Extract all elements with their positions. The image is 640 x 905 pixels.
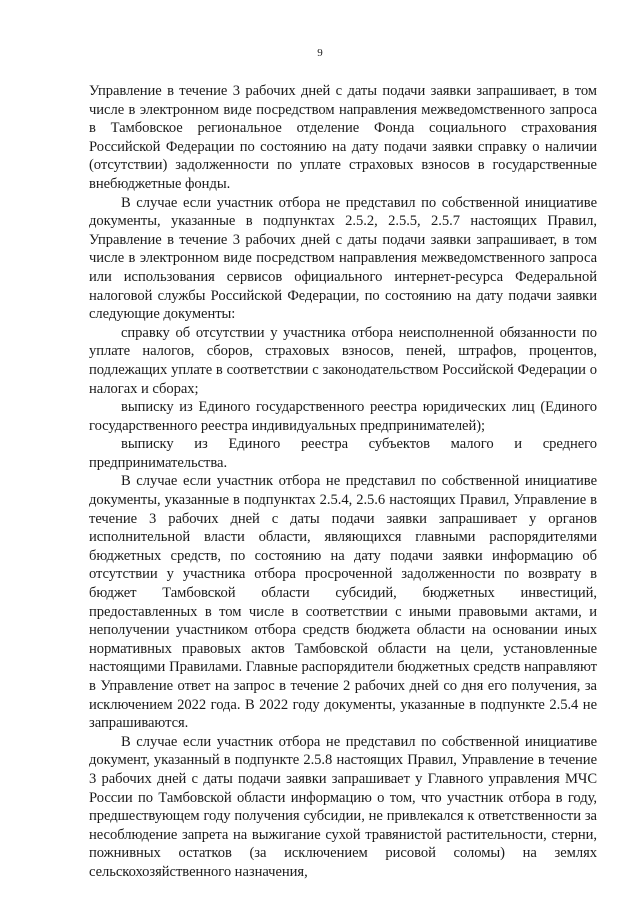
paragraph-4: В случае если участник отбора не представил по собственной инициативе документ, указанный в подпункте 2.5.8 настоящих Правил, Управление в течение 3 рабочих дней с даты подачи заявки запрашивает у Главного управления МЧС России по Тамбовской области информацию о том, что участник отбора в году, предшествующем году получения субсидии, не привлекался к ответственности за несоблюдение запрета на выжигание сухой травянистой растительности, стерни, пожнивных остатков (за исключением рисовой соломы) на землях сельскохозяйственного назначения, <box>89 733 597 880</box>
list-item-sme-registry-extract: выписку из Единого реестра субъектов малого и среднего предпринимательства. <box>89 436 597 471</box>
paragraph-2: В случае если участник отбора не представил по собственной инициативе документы, указанные в подпунктах 2.5.2, 2.5.5, 2.5.7 настоящих Правил, Управление в течение 3 рабочих дней с даты подачи заявки запрашивает, в том числе в электронном виде посредством направления межведомственного запроса или использования сервисов официального интернет-ресурса Федеральной налоговой службы Российской Федерации, по состоянию на дату подачи заявки следующие документы: <box>89 194 597 323</box>
list-item-legal-entities-extract: выписку из Единого государственного реестра юридических лиц (Единого государственного реестра индивидуальных предпринимателей); <box>89 399 597 434</box>
list-item-tax-certificate: справку об отсутствии у участника отбора неисполненной обязанности по уплате налогов, сборов, страховых взносов, пеней, штрафов, процентов, подлежащих уплате в соответствии с законодательством Российской Федерации о налогах и сборах; <box>89 324 597 397</box>
paragraph-3: В случае если участник отбора не представил по собственной инициативе документы, указанные в подпунктах 2.5.4, 2.5.6 настоящих Правил, Управление в течение 3 рабочих дней с даты подачи заявки запрашивает у органов исполнительной власти области, являющихся главными распорядителями бюджетных средств, по состоянию на дату подачи заявки информацию об отсутствии у участника отбора просроченной задолженности по возврату в бюджет Тамбовской области субсидий, бюджетных инвестиций, предоставленных в том числе в соответствии с иными правовыми актами, и неполучении участником отбора средств бюджета области на основании иных нормативных правовых актов Тамбовской области на цели, установленные настоящими Правилами. Главные распорядители бюджетных средств направляют в Управление ответ на запрос в течение 2 рабочих дней со дня его получения, за исключением 2022 года. В 2022 году документы, указанные в подпункте 2.5.4 не запрашиваются. <box>89 473 597 732</box>
paragraph-1: Управление в течение 3 рабочих дней с даты подачи заявки запрашивает, в том числе в электронном виде посредством направления межведомственного запроса в Тамбовское региональное отделение Фонда социального страхования Российской Федерации по состоянию на дату подачи заявки справку о наличии (отсутствии) задолженности по уплате страховых взносов в государственные внебюджетные фонды. <box>89 83 597 192</box>
page-number: 9 <box>317 47 323 59</box>
document-body <box>89 82 597 882</box>
